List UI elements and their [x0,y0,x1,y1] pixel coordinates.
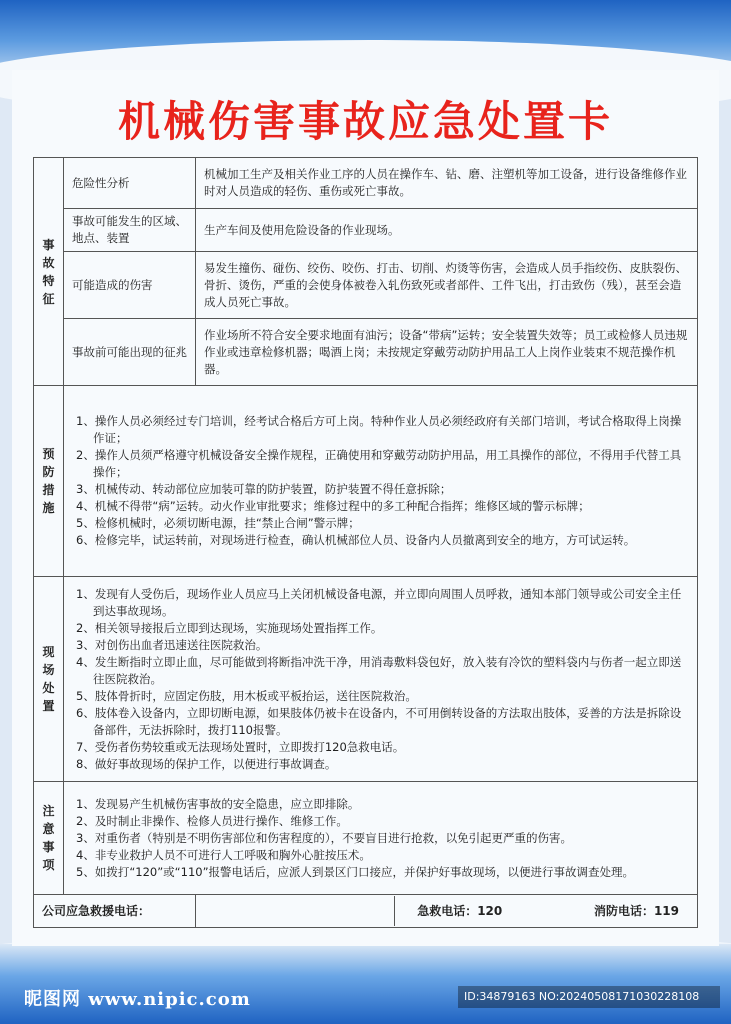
list-item: 1、操作人员必须经过专门培训，经考试合格后方可上岗。特种作业人员必须经政府有关部门培训，考试合格取得上岗操作证； [76,414,682,445]
page-title: 机械伤害事故应急处置卡 [117,97,613,146]
section-label-text: 预防措施 [42,447,55,515]
prevention-row [34,386,698,577]
list-item: 5、如拨打“120”或“110”报警电话后，应派人到景区门口接应，并保护好事故现场，以便进行事故调查处理。 [76,864,635,879]
company-phone-blank [214,896,395,926]
phone-numbers [196,895,698,928]
list-item: 5、肢体骨折时，应固定伤肢，用木板或平板抬运，送往医院救治。 [76,688,417,703]
row-label: 事故前可能出现的征兆 [64,319,196,386]
list-item: 2、相关领导接报后立即到达现场，实施现场处置指挥工作。 [76,620,383,635]
section-label-prevention [34,386,64,577]
list-item: 4、非专业救护人员不可进行人工呼吸和胸外心脏按压术。 [76,847,371,862]
list-item: 3、机械传动、转动部位应加装可靠的防护装置，防护装置不得任意拆除； [76,482,452,496]
list-item: 6、肢体卷入设备内，立即切断电源，如果肢体仍被卡在设备内，不可用倒转设备的方法取出肢体，妥善的方法是拆除设备部件，无法拆除时，拨打110报警。 [76,705,682,737]
section-label-text: 注意事项 [42,804,55,872]
contact-row [34,895,698,928]
notes-row [34,782,698,895]
row-label: 事故可能发生的区域、地点、装置 [64,209,196,252]
list-item: 2、操作人员须严格遵守机械设备安全操作规程，正确使用和穿戴劳动防护用品，用工具操作的部位，不得用手代替工具操作； [76,448,682,479]
list-item: 3、对重伤者（特别是不明伤害部位和伤害程度的），不要盲目进行抢救，以免引起更严重的伤害。 [76,830,573,845]
row-text: 作业场所不符合安全要求地面有油污；设备“带病”运转；安全装置失效等；员工或检修人员违规作业或违章检修机器；喝酒上岗；未按规定穿戴劳动防护用品工人上岗作业装束不规范操作机器。 [196,319,698,386]
accident-row-hazard [34,158,698,209]
section-label-text: 事故特征 [42,237,55,306]
notes-list [64,782,698,895]
onsite-list [64,577,698,782]
list-item: 1、发现易产生机械伤害事故的安全隐患，应立即排除。 [76,796,360,811]
list-item: 8、做好事故现场的保护工作，以便进行事故调查。 [76,756,337,771]
list-item: 3、对创伤出血者迅速送往医院救治。 [76,637,268,652]
accident-row-signs [34,319,698,386]
accident-row-injury [34,252,698,319]
fire-phone: 消防电话：119 [593,904,679,918]
list-item: 5、检修机械时，必须切断电源，挂“禁止合闸”警示牌； [76,516,360,530]
section-label-notes [34,782,64,895]
emergency-card-table [33,157,698,928]
prevention-list [64,386,698,577]
row-label: 危险性分析 [64,158,196,209]
list-item: 1、发现有人受伤后，现场作业人员应马上关闭机械设备电源，并立即向周围人员呼救，通知本部门领导或公司安全主任到达事故现场。 [76,586,682,618]
footer-background [0,944,731,1024]
emergency-phone: 急救电话：120 [417,903,503,918]
company-phone-label: 公司应急救援电话： [34,895,196,928]
row-text: 生产车间及使用危险设备的作业现场。 [196,209,698,252]
section-label-text: 现场处置 [42,645,55,713]
list-item: 4、机械不得带“病”运转。动火作业审批要求；维修过程中的多工种配合指挥；维修区域的警示标牌； [76,499,590,513]
row-text: 机械加工生产及相关作业工序的人员在操作车、钻、磨、注塑机等加工设备，进行设备维修作业时对人员造成的轻伤、重伤或死亡事故。 [196,158,698,209]
watermark-id: ID:34879163 NO:20240508171030228108 [458,986,720,1008]
row-text: 易发生撞伤、碰伤、绞伤、咬伤、打击、切削、灼烫等伤害，会造成人员手指绞伤、皮肤裂伤、骨折、烫伤，严重的会使身体被卷入轧伤致死或者部件、工件飞出，打击致伤（残），甚至会造成人员死亡事故。 [196,252,698,319]
section-label-onsite [34,577,64,782]
list-item: 2、及时制止非操作、检修人员进行操作、维修工作。 [76,813,348,828]
accident-row-location [34,209,698,252]
list-item: 6、检修完毕，试运转前，对现场进行检查，确认机械部位人员、设备内人员撤离到安全的地方，方可试运转。 [76,533,636,547]
section-label-accident [34,158,64,386]
onsite-row [34,577,698,782]
list-item: 4、发生断指时立即止血，尽可能做到将断指冲洗干净，用消毒敷料袋包好，放入装有冷饮的塑料袋内与伤者一起立即送往医院救治。 [76,654,682,686]
watermark-site: 昵图网 www.nipic.com [24,989,251,1010]
row-label: 可能造成的伤害 [64,252,196,319]
list-item: 7、受伤者伤势较重或无法现场处置时，立即拨打120急救电话。 [76,739,405,754]
